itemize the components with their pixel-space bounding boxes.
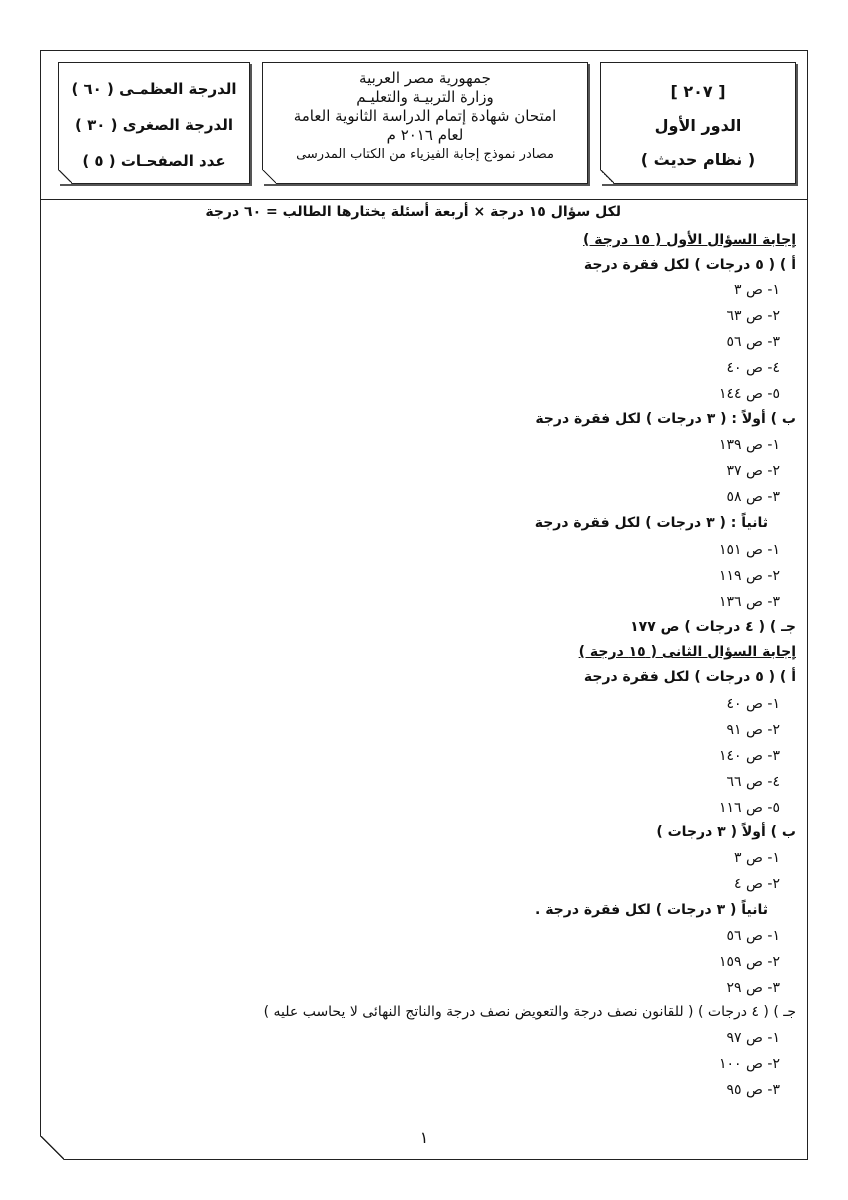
q1-b1-heading: ب ) أولاً : ( ٣ درجات ) لكل فقرة درجة [535, 411, 796, 427]
intro-line: لكل سؤال ١٥ درجة × أربعة أسئلة يختارها الطالب = ٦٠ درجة [205, 204, 621, 220]
list-item: ١- ص ٤٠ [726, 696, 780, 712]
page-number: ١ [419, 1128, 429, 1147]
list-item: ٣- ص ١٣٦ [719, 594, 780, 610]
exam-system: ( نظام حديث ) [640, 150, 756, 169]
list-item: ٢- ص ١١٩ [719, 568, 780, 584]
header-divider [40, 199, 808, 200]
list-item: ١- ص ٣ [734, 850, 780, 866]
list-item: ٤- ص ٤٠ [726, 360, 780, 376]
page-count: عدد الصفحـات ( ٥ ) [82, 152, 226, 170]
list-item: ٣- ص ٥٨ [726, 489, 780, 505]
list-item: ٢- ص ٩١ [726, 722, 780, 738]
min-grade: الدرجة الصغرى ( ٣٠ ) [75, 116, 233, 134]
list-item: ٢- ص ١٥٩ [719, 954, 780, 970]
exam-round: الدور الأول [654, 116, 742, 135]
q1-a-heading: أ ) ( ٥ درجات ) لكل فقرة درجة [583, 257, 796, 273]
q2-title: إجابة السؤال الثانى ( ١٥ درجة ) [578, 644, 796, 660]
exam-code-box [600, 62, 796, 184]
list-item: ٣- ص ٥٦ [726, 334, 780, 350]
list-item: ٤- ص ٦٦ [726, 774, 780, 790]
exam-code: [ ٢٠٧ ] [670, 82, 726, 101]
answer-source: مصادر نموذج إجابة الفيزياء من الكتاب المدرسى [296, 147, 554, 162]
ministry-name: وزارة التربيـة والتعليـم [356, 88, 494, 106]
list-item: ٣- ص ٢٩ [726, 980, 780, 996]
list-item: ٢- ص ٣٧ [726, 463, 780, 479]
list-item: ١- ص ٥٦ [726, 928, 780, 944]
list-item: ٣- ص ٩٥ [726, 1082, 780, 1098]
list-item: ٢- ص ١٠٠ [719, 1056, 780, 1072]
list-item: ٥- ص ١١٦ [719, 800, 780, 816]
list-item: ٥- ص ١٤٤ [719, 386, 780, 402]
list-item: ١- ص ٣ [734, 282, 780, 298]
grades-box [58, 62, 250, 184]
list-item: ١- ص ١٥١ [719, 542, 780, 558]
list-item: ٢- ص ٤ [734, 876, 780, 892]
q1-b2-heading: ثانياً : ( ٣ درجات ) لكل فقرة درجة [534, 515, 768, 531]
q2-c-heading: جـ ) ( ٤ درجات ) ( للقانون نصف درجة والتعويض نصف درجة والناتج النهائى لا يحاسب عليه ) [263, 1004, 796, 1020]
country-name: جمهورية مصر العربية [359, 69, 491, 87]
list-item: ٣- ص ١٤٠ [719, 748, 780, 764]
max-grade: الدرجة العظمـى ( ٦٠ ) [71, 80, 237, 98]
page-corner-fold [40, 1136, 64, 1160]
q2-b2-heading: ثانياً ( ٣ درجات ) لكل فقرة درجة . [535, 902, 768, 918]
list-item: ٢- ص ٦٣ [726, 308, 780, 324]
q2-b1-heading: ب ) أولاً ( ٣ درجات ) [656, 824, 796, 840]
q1-title: إجابة السؤال الأول ( ١٥ درجة ) [583, 232, 796, 248]
list-item: ١- ص ٩٧ [726, 1030, 780, 1046]
q2-a-heading: أ ) ( ٥ درجات ) لكل فقرة درجة [583, 669, 796, 685]
q1-c-heading: جـ ) ( ٤ درجات ) ص ١٧٧ [630, 619, 796, 635]
exam-name: امتحان شهادة إتمام الدراسة الثانوية العامة [293, 107, 557, 125]
exam-year: لعام ٢٠١٦ م [386, 126, 464, 144]
list-item: ١- ص ١٣٩ [719, 437, 780, 453]
exam-title-box [262, 62, 588, 184]
